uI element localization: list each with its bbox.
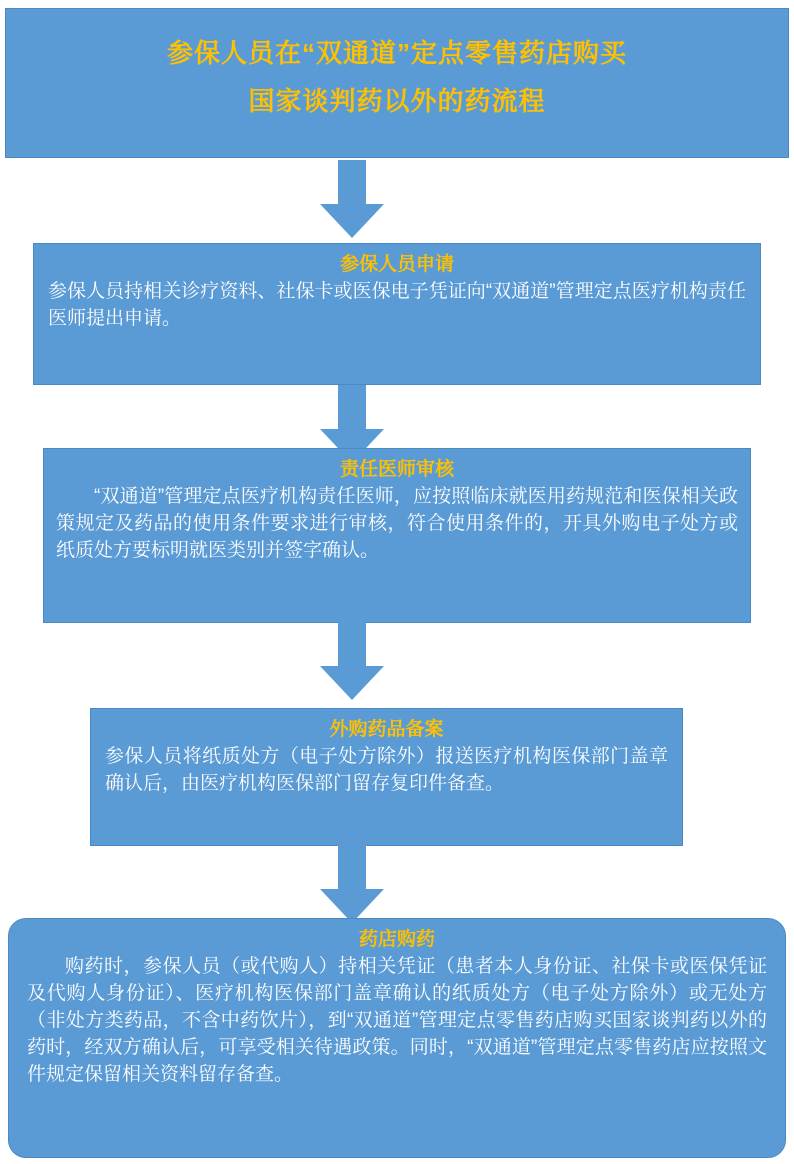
header-title-line-1: 参保人员在“双通道”定点零售药店购买: [166, 38, 627, 68]
arrow-head: [320, 204, 384, 238]
down-arrow-icon-1: [320, 160, 384, 238]
arrow-head: [320, 666, 384, 700]
step-3-title: 外购药品备案: [329, 719, 444, 740]
flowchart-step-1: [33, 243, 761, 385]
arrow-shaft: [338, 160, 366, 206]
header-title-line-2: 国家谈判药以外的药流程: [248, 86, 546, 116]
flowchart-header: [5, 8, 789, 158]
arrow-shaft: [338, 622, 366, 668]
step-3-body: 参保人员将纸质处方（电子处方除外）报送医疗机构医保部门盖章确认后，由医疗机构医保部门留存复印件备查。: [105, 746, 668, 794]
arrow-shaft: [338, 385, 366, 431]
flowchart-step-2: [43, 448, 751, 623]
arrow-shaft: [338, 845, 366, 891]
step-4-body: 购药时，参保人员（或代购人）持相关凭证（患者本人身份证、社保卡或医保凭证及代购人身份证）、医疗机构医保部门盖章确认的纸质处方（电子处方除外）或无处方（非处方类药品，不含中药饮片），到“双通道”管理定点零售药店购买国家谈判药以外的药时，经双方确认后，可享受相关待遇政策。同时，“双通道”管理定点零售药店应按照文件规定保留相关资料留存备查。: [27, 956, 767, 1085]
step-1-body: 参保人员持相关诊疗资料、社保卡或医保电子凭证向“双通道”管理定点医疗机构责任医师提出申请。: [48, 281, 746, 329]
step-2-title: 责任医师审核: [339, 459, 454, 480]
step-1-title: 参保人员申请: [339, 254, 454, 275]
flowchart-step-4: [8, 918, 786, 1158]
step-2-body: “双通道”管理定点医疗机构责任医师，应按照临床就医用药规范和医保相关政策规定及药品的使用条件要求进行审核，符合使用条件的，开具外购电子处方或纸质处方要标明就医类别并签字确认。: [56, 486, 738, 561]
down-arrow-icon-4: [320, 845, 384, 923]
step-4-title: 药店购药: [358, 929, 435, 950]
down-arrow-icon-3: [320, 622, 384, 700]
flowchart-step-3: [90, 708, 683, 846]
